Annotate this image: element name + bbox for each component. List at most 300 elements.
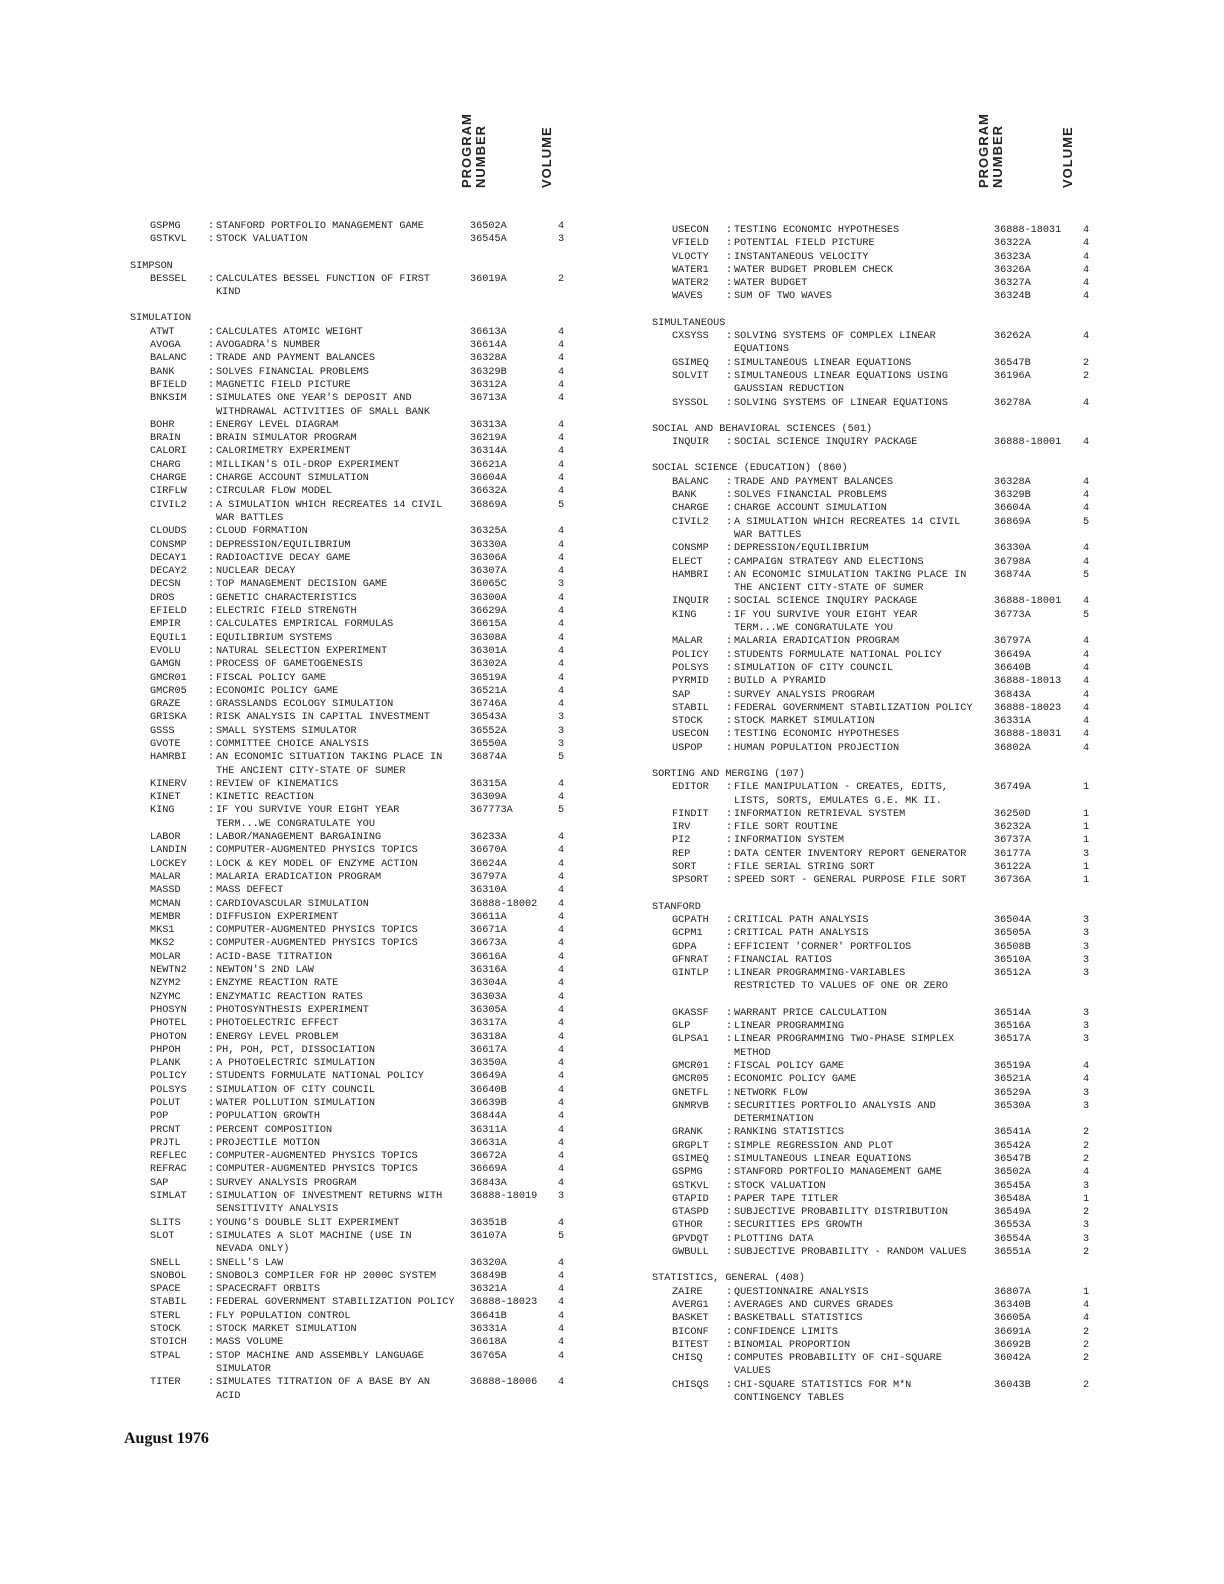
program-description: PROJECTILE MOTION <box>216 1137 320 1149</box>
program-number: 36329B <box>994 490 1031 502</box>
program-entry <box>652 1193 1097 1206</box>
program-description: LINEAR PROGRAMMING <box>734 1021 845 1033</box>
program-entry <box>652 370 1097 397</box>
volume-number: 3 <box>1083 914 1090 926</box>
program-description: SMALL SYSTEMS SIMULATOR <box>216 725 357 737</box>
volume-number: 3 <box>558 725 565 737</box>
program-description: SPEED SORT - GENERAL PURPOSE FILE SORT <box>734 875 967 887</box>
separator-colon: : <box>208 499 215 511</box>
program-entry <box>652 502 1097 515</box>
volume-number: 4 <box>1083 490 1090 502</box>
program-number: 36324B <box>994 291 1031 303</box>
program-code: GWBULL <box>672 1247 709 1259</box>
volume-number: 3 <box>1083 1180 1090 1192</box>
program-description: PERCENT COMPOSITION <box>216 1124 333 1136</box>
program-entry <box>130 898 575 911</box>
program-entry <box>130 1177 575 1190</box>
program-entry <box>130 711 575 724</box>
program-number: 36043B <box>994 1379 1031 1391</box>
program-description: CALCULATES EMPIRICAL FORMULAS <box>216 619 394 631</box>
separator-colon: : <box>726 1180 733 1192</box>
program-entry <box>130 1217 575 1230</box>
program-description: CALCULATES BESSEL FUNCTION OF FIRST <box>216 273 430 285</box>
program-entry <box>130 1257 575 1270</box>
program-entry <box>130 539 575 552</box>
program-entry <box>652 397 1097 410</box>
program-code: FINDIT <box>672 808 709 820</box>
volume-number: 1 <box>1083 1286 1090 1298</box>
program-entry <box>130 1230 575 1257</box>
separator-colon: : <box>726 1060 733 1072</box>
program-code: ELECT <box>672 556 703 568</box>
program-description: CALCULATES ATOMIC WEIGHT <box>216 326 363 338</box>
program-entry <box>130 578 575 591</box>
separator-colon: : <box>726 914 733 926</box>
program-code: BANK <box>150 366 175 378</box>
program-entry <box>130 645 575 658</box>
program-description: PHOTOELECTRIC EFFECT <box>216 1018 339 1030</box>
program-number: 36649A <box>994 649 1031 661</box>
separator-colon: : <box>726 569 733 581</box>
program-number: 36611A <box>470 911 507 923</box>
volume-number: 4 <box>558 1297 565 1309</box>
program-code: SLITS <box>150 1217 181 1229</box>
separator-colon: : <box>208 911 215 923</box>
volume-number: 4 <box>558 1111 565 1123</box>
program-description: WATER BUDGET PROBLEM CHECK <box>734 264 893 276</box>
program-number: 36869A <box>470 499 507 511</box>
program-code: BALANC <box>150 353 187 365</box>
separator-colon: : <box>726 278 733 290</box>
program-description: SURVEY ANALYSIS PROGRAM <box>216 1177 357 1189</box>
program-description: CHI-SQUARE STATISTICS FOR M*N <box>734 1379 912 1391</box>
separator-colon: : <box>726 742 733 754</box>
separator-colon: : <box>208 473 215 485</box>
program-description: AVOGADRA'S NUMBER <box>216 340 320 352</box>
program-number: 36618A <box>470 1337 507 1349</box>
program-description: SUM OF TWO WAVES <box>734 291 832 303</box>
program-description: IF YOU SURVIVE YOUR EIGHT YEAR <box>734 609 918 621</box>
program-code: INQUIR <box>672 437 709 449</box>
program-code: BOHR <box>150 419 175 431</box>
program-entry <box>652 1033 1097 1060</box>
program-description: AVERAGES AND CURVES GRADES <box>734 1299 893 1311</box>
separator-colon: : <box>726 397 733 409</box>
volume-number: 4 <box>558 526 565 538</box>
program-description: WATER POLLUTION SIMULATION <box>216 1098 375 1109</box>
program-description: EQUATIONS <box>734 344 790 356</box>
volume-number: 4 <box>558 1217 565 1229</box>
program-number: 36773A <box>994 609 1031 621</box>
program-description: COMPUTER-AUGMENTED PHYSICS TOPICS <box>216 938 418 950</box>
program-description: SPACECRAFT ORBITS <box>216 1284 320 1296</box>
program-number: 36632A <box>470 486 507 498</box>
program-code: GCPATH <box>672 914 709 926</box>
program-code: AVOGA <box>150 340 181 352</box>
program-code: GRANK <box>672 1127 703 1139</box>
program-entry <box>130 738 575 751</box>
program-number: 36542A <box>994 1140 1031 1152</box>
volume-number: 4 <box>558 592 565 604</box>
program-entry <box>652 927 1097 940</box>
separator-colon: : <box>208 1191 215 1203</box>
program-entry <box>652 728 1097 741</box>
program-entry <box>130 220 575 233</box>
program-code: REFLEC <box>150 1151 187 1163</box>
program-entry <box>130 1310 575 1323</box>
volume-number: 4 <box>558 1270 565 1282</box>
program-number: 36874A <box>994 569 1031 581</box>
program-number: 36530A <box>994 1100 1031 1112</box>
program-number: 36328A <box>470 353 507 365</box>
separator-colon: : <box>208 792 215 804</box>
program-description: SOLVES FINANCIAL PROBLEMS <box>734 490 887 502</box>
separator-colon: : <box>726 476 733 488</box>
volume-number: 4 <box>558 366 565 378</box>
separator-colon: : <box>726 875 733 887</box>
program-number: 36640B <box>470 1084 507 1096</box>
program-number: 36302A <box>470 659 507 671</box>
program-code: GRISKA <box>150 712 187 724</box>
left-volume-header-label: VOLUME <box>539 126 554 188</box>
volume-number: 4 <box>1083 278 1090 290</box>
program-number: 36888-18031 <box>994 729 1062 741</box>
volume-number: 3 <box>1083 848 1090 860</box>
separator-colon: : <box>208 725 215 737</box>
category-heading: SIMULATION <box>130 313 192 325</box>
program-entry <box>130 1296 575 1309</box>
program-code: POLUT <box>150 1098 181 1109</box>
program-entry <box>130 1323 575 1336</box>
program-code: MKS2 <box>150 938 175 950</box>
program-description: EQUILIBRIUM SYSTEMS <box>216 632 333 644</box>
separator-colon: : <box>208 1310 215 1322</box>
separator-colon: : <box>208 419 215 431</box>
volume-number: 4 <box>558 885 565 897</box>
separator-colon: : <box>208 1018 215 1030</box>
program-number: 36521A <box>470 685 507 697</box>
program-code: GRAZE <box>150 699 181 711</box>
program-code: BITEST <box>672 1339 709 1351</box>
program-description: A SIMULATION WHICH RECREATES 14 CIVIL <box>216 499 443 511</box>
program-description: THE ANCIENT CITY-STATE OF SUMER <box>216 765 406 777</box>
volume-number: 4 <box>558 1324 565 1336</box>
volume-number: 4 <box>558 1164 565 1176</box>
volume-number: 4 <box>558 419 565 431</box>
program-entry <box>130 1004 575 1017</box>
separator-colon: : <box>208 366 215 378</box>
separator-colon: : <box>726 357 733 369</box>
volume-number: 5 <box>558 499 565 511</box>
volume-number: 4 <box>558 925 565 937</box>
program-code: REFRAC <box>150 1164 187 1176</box>
program-entry <box>130 884 575 897</box>
volume-number: 1 <box>1083 835 1090 847</box>
separator-colon: : <box>208 885 215 897</box>
program-number: 36320A <box>470 1257 507 1269</box>
program-description: FISCAL POLICY GAME <box>734 1060 845 1072</box>
volume-number: 4 <box>558 539 565 551</box>
separator-colon: : <box>208 1004 215 1016</box>
program-description: SECURITIES EPS GROWTH <box>734 1220 863 1232</box>
volume-number: 4 <box>1083 1299 1090 1311</box>
program-entry <box>652 1126 1097 1139</box>
program-description: ECONOMIC POLICY GAME <box>734 1074 857 1086</box>
program-number: 36042A <box>994 1353 1031 1365</box>
separator-colon: : <box>726 1074 733 1086</box>
program-number: 36640B <box>994 662 1031 674</box>
program-description: WATER BUDGET <box>734 278 808 290</box>
program-entry <box>652 1246 1097 1259</box>
program-number: 36549A <box>994 1207 1031 1219</box>
program-number: 36551A <box>994 1247 1031 1259</box>
separator-colon: : <box>208 526 215 538</box>
program-code: CONSMP <box>672 543 709 555</box>
program-entry <box>652 516 1097 543</box>
program-description: STOCK VALUATION <box>216 234 308 246</box>
program-description: SIMULATION OF CITY COUNCIL <box>216 1084 375 1096</box>
volume-number: 4 <box>558 221 565 232</box>
program-description: WARRANT PRICE CALCULATION <box>734 1007 887 1019</box>
program-description: LABOR/MANAGEMENT BARGAINING <box>216 832 382 844</box>
right-volume-header <box>1060 100 1090 188</box>
volume-number: 2 <box>1083 1379 1090 1391</box>
program-description: FISCAL POLICY GAME <box>216 672 327 684</box>
program-entry <box>130 618 575 631</box>
program-entry <box>652 489 1097 502</box>
program-entry <box>130 1044 575 1057</box>
separator-colon: : <box>726 716 733 728</box>
separator-colon: : <box>726 822 733 834</box>
volume-number: 2 <box>1083 1140 1090 1152</box>
program-number: 36306A <box>470 552 507 564</box>
program-code: GMCR05 <box>672 1074 709 1086</box>
volume-number: 4 <box>558 606 565 618</box>
program-code: CHARGE <box>672 503 709 515</box>
program-description: NEWTON'S 2ND LAW <box>216 965 314 977</box>
program-code: GMCR05 <box>150 685 187 697</box>
program-number: 36545A <box>470 234 507 246</box>
program-entry <box>130 352 575 365</box>
program-code: MOLAR <box>150 951 181 963</box>
volume-number: 3 <box>1083 941 1090 953</box>
program-entry <box>130 1270 575 1283</box>
volume-number: 4 <box>1083 662 1090 674</box>
program-number: 36177A <box>994 848 1031 860</box>
program-number: 36888-18023 <box>994 702 1062 714</box>
program-description: SIMULATES A SLOT MACHINE (USE IN <box>216 1230 412 1242</box>
program-entry <box>652 1299 1097 1312</box>
program-code: BASKET <box>672 1313 709 1325</box>
program-number: 36888-18019 <box>470 1191 538 1203</box>
program-code: EDITOR <box>672 782 709 794</box>
separator-colon: : <box>208 1098 215 1109</box>
program-entry <box>652 808 1097 821</box>
program-number: 36305A <box>470 1004 507 1016</box>
program-number: 36330A <box>994 543 1031 555</box>
program-code: SORT <box>672 862 697 874</box>
program-description: YOUNG'S DOUBLE SLIT EXPERIMENT <box>216 1217 400 1229</box>
program-entry <box>652 1140 1097 1153</box>
program-number: 36631A <box>470 1137 507 1149</box>
program-number: 36278A <box>994 397 1031 409</box>
program-entry <box>130 233 575 246</box>
program-entry <box>652 1286 1097 1299</box>
program-description: SUBJECTIVE PROBABILITY DISTRIBUTION <box>734 1207 948 1219</box>
separator-colon: : <box>208 1377 215 1389</box>
program-number: 36888-18001 <box>994 596 1062 608</box>
program-description: LISTS, SORTS, EMULATES G.E. MK II. <box>734 795 942 807</box>
volume-number: 4 <box>558 1337 565 1349</box>
program-entry <box>652 1206 1097 1219</box>
separator-colon: : <box>726 291 733 303</box>
program-description: MASS DEFECT <box>216 885 284 897</box>
program-code: AVERG1 <box>672 1299 709 1311</box>
program-description: SIMULATOR <box>216 1363 272 1375</box>
separator-colon: : <box>726 954 733 966</box>
program-entry <box>652 662 1097 675</box>
program-entry <box>652 436 1097 449</box>
volume-number: 5 <box>558 752 565 764</box>
volume-number: 4 <box>558 393 565 405</box>
program-entry <box>652 1180 1097 1193</box>
separator-colon: : <box>208 1124 215 1136</box>
separator-colon: : <box>208 353 215 365</box>
program-description: AN ECONOMIC SIMULATION TAKING PLACE IN <box>734 569 967 581</box>
category-heading: SORTING AND MERGING (107) <box>652 768 805 780</box>
program-code: CALORI <box>150 446 187 458</box>
program-code: PRCNT <box>150 1124 181 1136</box>
program-code: WAVES <box>672 291 703 303</box>
separator-colon: : <box>726 370 733 382</box>
program-entry <box>652 635 1097 648</box>
program-entry <box>652 834 1097 847</box>
program-code: CONSMP <box>150 539 187 551</box>
separator-colon: : <box>726 1233 733 1245</box>
program-description: ENERGY LEVEL DIAGRAM <box>216 419 339 431</box>
program-number: 36323A <box>994 251 1031 263</box>
program-description: DIFFUSION EXPERIMENT <box>216 911 339 923</box>
program-entry <box>130 605 575 618</box>
separator-colon: : <box>726 1100 733 1112</box>
program-entry <box>652 1100 1097 1127</box>
program-description: CRITICAL PATH ANALYSIS <box>734 914 869 926</box>
program-code: EFIELD <box>150 606 187 618</box>
separator-colon: : <box>208 712 215 724</box>
volume-number: 4 <box>1083 636 1090 648</box>
program-code: SOLVIT <box>672 370 709 382</box>
separator-colon: : <box>208 619 215 631</box>
program-number: 36331A <box>470 1324 507 1336</box>
volume-number: 5 <box>1083 569 1090 581</box>
program-description: COMPUTER-AUGMENTED PHYSICS TOPICS <box>216 1164 418 1176</box>
program-number: 36300A <box>470 592 507 604</box>
program-number: 36512A <box>994 968 1031 980</box>
separator-colon: : <box>208 1058 215 1070</box>
program-code: BANK <box>672 490 697 502</box>
program-code: GAMGN <box>150 659 181 671</box>
volume-number: 2 <box>1083 370 1090 382</box>
separator-colon: : <box>208 805 215 817</box>
program-description: SOCIAL SCIENCE INQUIRY PACKAGE <box>734 596 918 608</box>
program-code: PHOTEL <box>150 1018 187 1030</box>
volume-number: 4 <box>558 1151 565 1163</box>
separator-colon: : <box>726 941 733 953</box>
program-code: MASSD <box>150 885 181 897</box>
program-entry <box>130 432 575 445</box>
volume-number: 4 <box>558 459 565 471</box>
volume-number: 2 <box>1083 1339 1090 1351</box>
separator-colon: : <box>726 1220 733 1232</box>
volume-number: 3 <box>1083 968 1090 980</box>
volume-number: 4 <box>558 340 565 352</box>
program-description: STUDENTS FORMULATE NATIONAL POLICY <box>216 1071 424 1083</box>
program-entry <box>130 1031 575 1044</box>
volume-number: 2 <box>1083 1207 1090 1219</box>
program-entry <box>652 1326 1097 1339</box>
program-number: 36797A <box>994 636 1031 648</box>
separator-colon: : <box>208 379 215 391</box>
program-description: MALARIA ERADICATION PROGRAM <box>734 636 900 648</box>
volume-number: 4 <box>1083 1167 1090 1179</box>
program-code: KING <box>672 609 697 621</box>
program-number: 36232A <box>994 822 1031 834</box>
program-description: BUILD A PYRAMID <box>734 676 826 688</box>
volume-number: 4 <box>1083 238 1090 250</box>
program-number: 36322A <box>994 238 1031 250</box>
volume-number: 4 <box>558 446 565 458</box>
program-number: 36331A <box>994 716 1031 728</box>
program-description: STUDENTS FORMULATE NATIONAL POLICY <box>734 649 942 661</box>
program-number: 36529A <box>994 1087 1031 1099</box>
right-column-listing <box>652 224 1097 1405</box>
program-description: DATA CENTER INVENTORY REPORT GENERATOR <box>734 848 967 860</box>
separator-colon: : <box>726 609 733 621</box>
volume-number: 4 <box>1083 742 1090 754</box>
program-number: 36351B <box>470 1217 507 1229</box>
volume-number: 4 <box>558 326 565 338</box>
program-entry <box>130 804 575 831</box>
separator-colon: : <box>726 331 733 343</box>
separator-colon: : <box>208 951 215 963</box>
program-entry <box>130 499 575 526</box>
program-code: SIMLAT <box>150 1191 187 1203</box>
volume-number: 4 <box>558 858 565 870</box>
program-entry <box>652 941 1097 954</box>
volume-number: 3 <box>1083 1100 1090 1112</box>
program-description: FILE SERIAL STRING SORT <box>734 862 875 874</box>
program-code: POLICY <box>672 649 709 661</box>
program-code: SLOT <box>150 1230 175 1242</box>
volume-number: 4 <box>558 1137 565 1149</box>
separator-colon: : <box>726 225 733 236</box>
separator-colon: : <box>726 1034 733 1046</box>
separator-colon: : <box>208 566 215 578</box>
program-number: 36888-18031 <box>994 225 1062 236</box>
program-description: MASS VOLUME <box>216 1337 284 1349</box>
program-entry <box>652 595 1097 608</box>
program-number: 36514A <box>994 1007 1031 1019</box>
volume-number: 3 <box>1083 1021 1090 1033</box>
program-description: A SIMULATION WHICH RECREATES 14 CIVIL <box>734 516 961 528</box>
separator-colon: : <box>726 516 733 528</box>
program-entry <box>652 277 1097 290</box>
program-description: CHARGE ACCOUNT SIMULATION <box>734 503 887 515</box>
separator-colon: : <box>208 1350 215 1362</box>
program-code: PHOTON <box>150 1031 187 1043</box>
volume-number: 4 <box>1083 596 1090 608</box>
program-number: 36543A <box>470 712 507 724</box>
